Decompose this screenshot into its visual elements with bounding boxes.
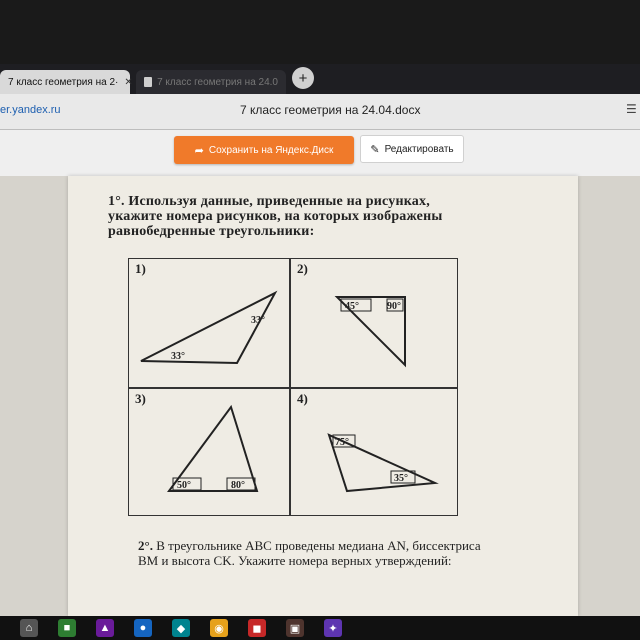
figure-1-angle-top: 33° (251, 315, 265, 326)
document-page (68, 176, 578, 616)
address-bar (0, 94, 640, 130)
edit-button-label: Редактировать (384, 143, 454, 155)
app-icon-violet[interactable]: ✦ (324, 619, 342, 637)
document-icon (144, 77, 152, 87)
disk-icon: ➦ (194, 144, 204, 157)
figure-1-label: 1) (135, 261, 146, 276)
tab-inactive[interactable] (136, 70, 286, 94)
url-field[interactable]: er.yandex.ru (0, 104, 61, 116)
close-icon[interactable]: ✕ (124, 76, 133, 88)
figure-4-label: 4) (297, 391, 308, 406)
figure-1-angle-left: 33° (171, 351, 185, 362)
app-icon-blue[interactable]: ● (134, 619, 152, 637)
tab-active[interactable] (0, 70, 133, 94)
figure-4-angle-b: 35° (394, 473, 408, 484)
figures-grid (128, 258, 458, 516)
app-icon-purple[interactable]: ▲ (96, 619, 114, 637)
task-2-text (138, 538, 498, 568)
app-icon-green[interactable]: ■ (58, 619, 76, 637)
app-icon-brown[interactable]: ▣ (286, 619, 304, 637)
figure-3-angle-b: 80° (231, 480, 245, 491)
home-icon[interactable]: ⌂ (20, 619, 38, 637)
new-tab-button[interactable] (292, 67, 314, 89)
task-1-text: 1°. Используя данные, приведенные на рисунках, укажите номера рисунков, на которых изображены равнобедренные треугольники: (108, 194, 443, 239)
app-icon-teal[interactable]: ◆ (172, 619, 190, 637)
figure-3-angle-a: 50° (177, 480, 191, 491)
edit-button[interactable] (360, 135, 464, 163)
document-toolbar (0, 130, 640, 176)
figure-2-label: 2) (297, 261, 308, 276)
plus-icon: + (298, 69, 308, 87)
task-2-number: 2°. (138, 538, 153, 553)
document-title: 7 класс геометрия на 24.04.docx (240, 103, 421, 117)
figure-3-label: 3) (135, 391, 146, 406)
figures-drawing (129, 259, 459, 517)
figure-2-angle-b: 90° (387, 301, 401, 312)
figure-4-angle-a: 75° (335, 437, 349, 448)
figure-1-triangle (141, 293, 275, 363)
menu-icon[interactable]: ☰ (626, 102, 637, 116)
pencil-icon: ✎ (370, 143, 380, 156)
document-viewport[interactable] (0, 176, 640, 616)
tab-title: 7 класс геометрия на 2· (8, 76, 119, 88)
tab-bar (0, 64, 640, 94)
save-button-label: Сохранить на Яндекс.Диск (208, 144, 334, 156)
figure-2-angle-a: 45° (345, 301, 359, 312)
task-2-body: В треугольнике ABC проведены медиана AN, биссектриса BM и высота CK. Укажите номера верных утверждений: (138, 538, 481, 568)
app-icon-red[interactable]: ◼ (248, 619, 266, 637)
taskbar (0, 616, 640, 640)
tab-title: 7 класс геометрия на 24.0 (157, 76, 278, 88)
save-to-disk-button[interactable] (174, 136, 354, 164)
app-icon-yellow[interactable]: ◉ (210, 619, 228, 637)
